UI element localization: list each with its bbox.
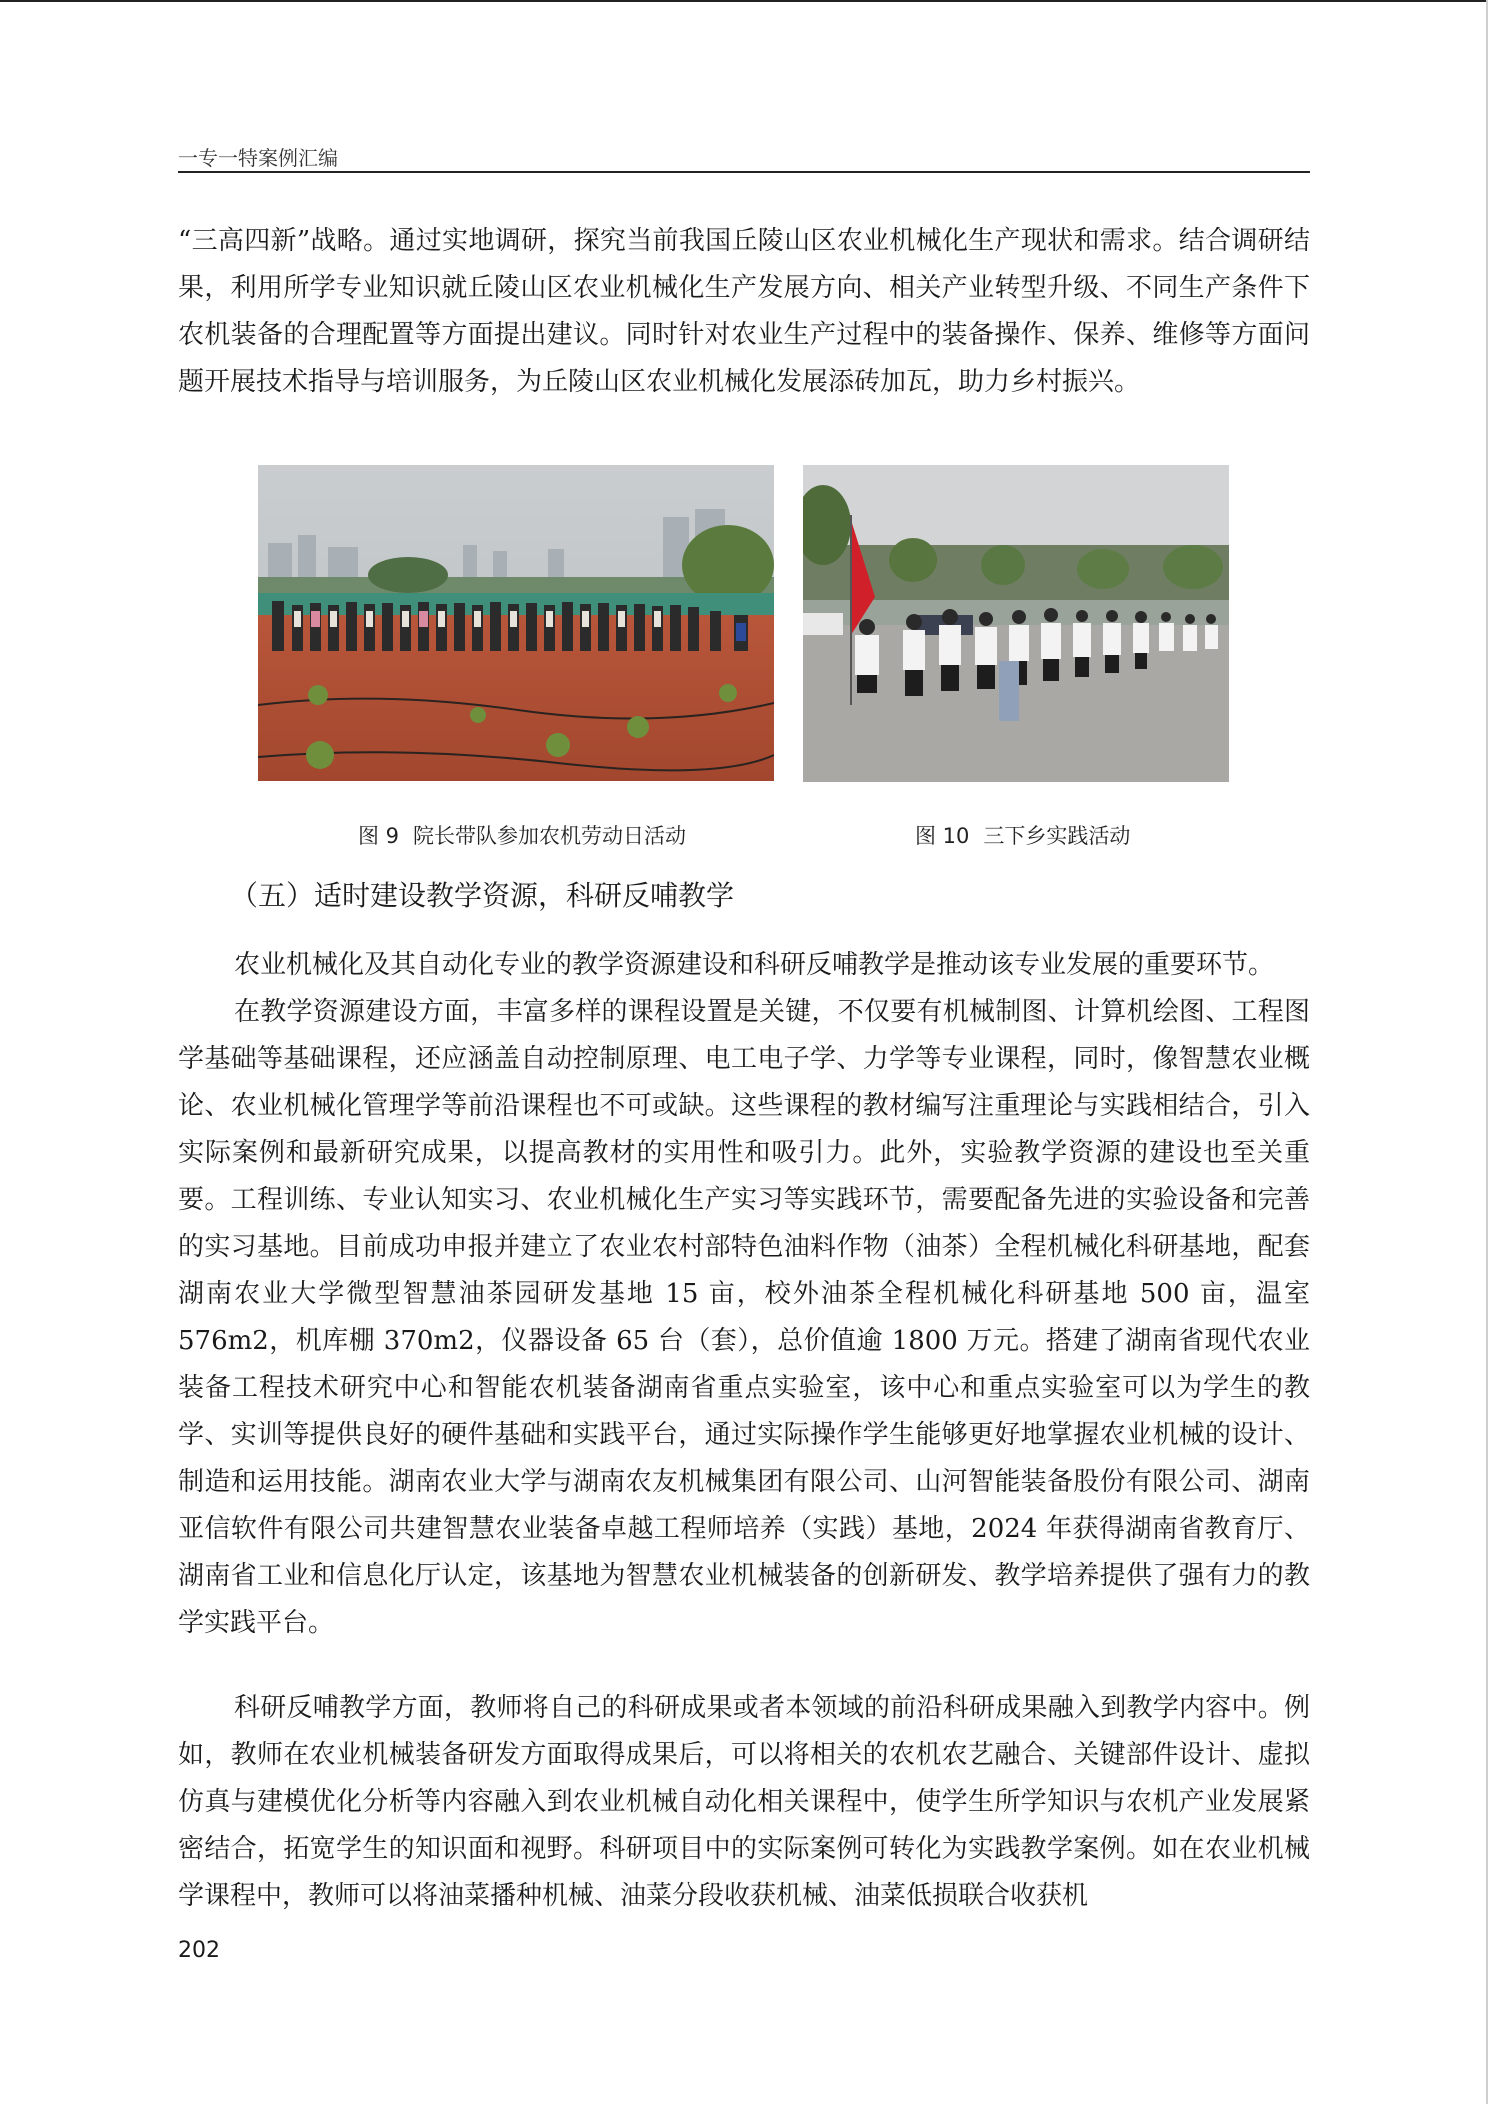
running-head: 一专一特案例汇编 xyxy=(178,146,338,170)
section-heading: （五）适时建设教学资源，科研反哺教学 xyxy=(230,879,735,912)
figure-10-photo xyxy=(803,465,1229,782)
intro-paragraph: “三高四新”战略。通过实地调研，探究当前我国丘陵山区农业机械化生产现状和需求。结合调研结果，利用所学专业知识就丘陵山区农业机械化生产发展方向、相关产业转型升级、不同生产条件下农机装备的合理配置等方面提出建议。同时针对农业生产过程中的装备操作、保养、维修等方面问题开展技术指导与培训服务，为丘陵山区农业机械化发展添砖加瓦，助力乡村振兴。 xyxy=(178,226,1310,397)
figure-9-caption xyxy=(358,820,686,852)
figure-9-caption-text: 院长带队参加农机劳动日活动 xyxy=(413,824,687,848)
figure-10-number: 图 10 xyxy=(915,824,970,848)
figure-10-caption xyxy=(915,820,1130,852)
page-number: 202 xyxy=(178,1938,220,1963)
figure-9-number: 图 9 xyxy=(358,824,400,848)
figure-9-photo xyxy=(258,465,774,781)
body-paragraph-2: 在教学资源建设方面，丰富多样的课程设置是关键，不仅要有机械制图、计算机绘图、工程图学基础等基础课程，还应涵盖自动控制原理、电工电子学、力学等专业课程，同时，像智慧农业概论、农业机械化管理学等前沿课程也不可或缺。这些课程的教材编写注重理论与实践相结合，引入实际案例和最新研究成果，以提高教材的实用性和吸引力。此外，实验教学资源的建设也至关重要。工程训练、专业认知实习、农业机械化生产实习等实践环节，需要配备先进的实验设备和完善的实习基地。目前成功申报并建立了农业农村部特色油料作物（油茶）全程机械化科研基地，配套湖南农业大学微型智慧油茶园研发基地 15 亩，校外油茶全程机械化科研基地 500 亩，温室 576m2，机库棚 370m2，仪器设备 65 台（套），总价值逾 1800 万元。搭建了湖南省现代农业装备工程技术研究中心和智能农机装备湖南省重点实验室，该中心和重点实验室可以为学生的教学、实训等提供良好的硬件基础和实践平台，通过实际操作学生能够更好地掌握农业机械的设计、制造和运用技能。湖南农业大学与湖南农友机械集团有限公司、山河智能装备股份有限公司、湖南亚信软件有限公司共建智慧农业装备卓越工程师培养（实践）基地，2024 年获得湖南省教育厅、湖南省工业和信息化厅认定，该基地为智慧农业机械装备的创新研发、教学培养提供了强有力的教学实践平台。 xyxy=(178,997,1310,1638)
header-rule xyxy=(178,171,1310,173)
figure-10-caption-text: 三下乡实践活动 xyxy=(983,824,1131,848)
body-paragraph-3: 科研反哺教学方面，教师将自己的科研成果或者本领域的前沿科研成果融入到教学内容中。例如，教师在农业机械装备研发方面取得成果后，可以将相关的农机农艺融合、关键部件设计、虚拟仿真与建模优化分析等内容融入到农业机械自动化相关课程中，使学生所学知识与农机产业发展紧密结合，拓宽学生的知识面和视野。科研项目中的实际案例可转化为实践教学案例。如在农业机械学课程中，教师可以将油菜播种机械、油菜分段收获机械、油菜低损联合收获机 xyxy=(178,1693,1310,1911)
page-top-border xyxy=(0,0,1488,2)
body-paragraph-1: 农业机械化及其自动化专业的教学资源建设和科研反哺教学是推动该专业发展的重要环节。 xyxy=(234,950,1275,980)
